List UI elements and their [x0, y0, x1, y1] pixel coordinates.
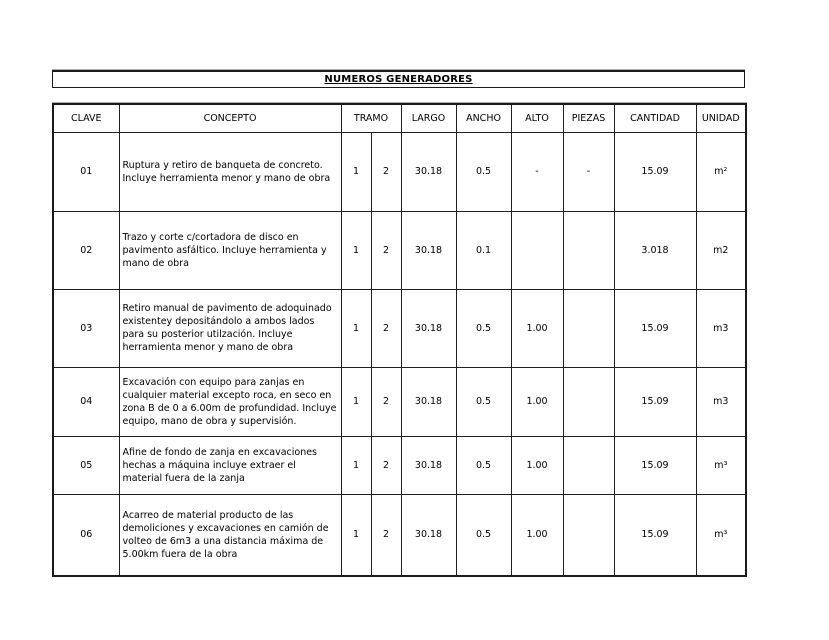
- cell-ancho: 0.5: [456, 494, 511, 576]
- cell-largo: 30.18: [401, 436, 456, 494]
- cell-tramo-1: 1: [341, 211, 371, 289]
- cell-ancho: 0.5: [456, 367, 511, 436]
- cell-piezas: -: [563, 132, 614, 211]
- document-title-box: [52, 70, 745, 88]
- cell-unidad: m3: [696, 367, 746, 436]
- cell-tramo-1: 1: [341, 436, 371, 494]
- cell-clave: 04: [53, 367, 119, 436]
- cell-piezas: [563, 367, 614, 436]
- cell-cantidad: 15.09: [614, 132, 696, 211]
- cell-concepto: Acarreo de material producto de las demoliciones y excavaciones en camión de volteo de 6m3 a una distancia máxima de 5.00km fuera de la obra: [119, 494, 341, 576]
- cell-tramo-1: 1: [341, 367, 371, 436]
- table-row: [53, 211, 746, 289]
- cell-unidad: m³: [696, 494, 746, 576]
- table-row: [53, 436, 746, 494]
- cell-ancho: 0.1: [456, 211, 511, 289]
- column-header-cantidad: CANTIDAD: [614, 104, 696, 132]
- cell-alto: 1.00: [511, 289, 563, 367]
- column-header-tramo: TRAMO: [341, 104, 401, 132]
- cell-unidad: m²: [696, 132, 746, 211]
- cell-cantidad: 15.09: [614, 494, 696, 576]
- cell-unidad: m2: [696, 211, 746, 289]
- cell-largo: 30.18: [401, 132, 456, 211]
- cell-clave: 03: [53, 289, 119, 367]
- column-header-concepto: CONCEPTO: [119, 104, 341, 132]
- cell-alto: 1.00: [511, 494, 563, 576]
- table-row: [53, 494, 746, 576]
- cell-tramo-1: 1: [341, 289, 371, 367]
- cell-tramo-2: 2: [371, 289, 401, 367]
- document-title: NUMEROS GENERADORES: [324, 74, 473, 85]
- generators-table: [52, 103, 747, 577]
- table-row: [53, 367, 746, 436]
- cell-ancho: 0.5: [456, 289, 511, 367]
- cell-largo: 30.18: [401, 289, 456, 367]
- cell-tramo-1: 1: [341, 132, 371, 211]
- cell-tramo-2: 2: [371, 367, 401, 436]
- cell-piezas: [563, 211, 614, 289]
- column-header-piezas: PIEZAS: [563, 104, 614, 132]
- cell-concepto: Ruptura y retiro de banqueta de concreto. Incluye herramienta menor y mano de obra: [119, 132, 341, 211]
- cell-alto: 1.00: [511, 367, 563, 436]
- cell-ancho: 0.5: [456, 436, 511, 494]
- cell-clave: 06: [53, 494, 119, 576]
- cell-alto: -: [511, 132, 563, 211]
- cell-tramo-2: 2: [371, 436, 401, 494]
- cell-alto: 1.00: [511, 436, 563, 494]
- cell-cantidad: 15.09: [614, 436, 696, 494]
- cell-alto: [511, 211, 563, 289]
- cell-largo: 30.18: [401, 211, 456, 289]
- cell-clave: 01: [53, 132, 119, 211]
- cell-tramo-2: 2: [371, 494, 401, 576]
- cell-unidad: m3: [696, 289, 746, 367]
- cell-tramo-2: 2: [371, 211, 401, 289]
- cell-tramo-1: 1: [341, 494, 371, 576]
- column-header-alto: ALTO: [511, 104, 563, 132]
- cell-concepto: Retiro manual de pavimento de adoquinado existentey depositándolo a ambos lados para su posterior utilzación. Incluye herramienta menor y mano de obra: [119, 289, 341, 367]
- column-header-unidad: UNIDAD: [696, 104, 746, 132]
- cell-largo: 30.18: [401, 367, 456, 436]
- cell-largo: 30.18: [401, 494, 456, 576]
- cell-clave: 05: [53, 436, 119, 494]
- cell-cantidad: 3.018: [614, 211, 696, 289]
- column-header-ancho: ANCHO: [456, 104, 511, 132]
- cell-concepto: Trazo y corte c/cortadora de disco en pavimento asfáltico. Incluye herramienta y mano de obra: [119, 211, 341, 289]
- cell-unidad: m³: [696, 436, 746, 494]
- cell-piezas: [563, 289, 614, 367]
- cell-concepto: Afine de fondo de zanja en excavaciones hechas a máquina incluye extraer el material fuera de la zanja: [119, 436, 341, 494]
- cell-cantidad: 15.09: [614, 289, 696, 367]
- cell-concepto: Excavación con equipo para zanjas en cualquier material excepto roca, en seco en zona B de 0 a 6.00m de profundidad. Incluye equipo, mano de obra y supervisión.: [119, 367, 341, 436]
- table-row: [53, 132, 746, 211]
- cell-piezas: [563, 494, 614, 576]
- cell-piezas: [563, 436, 614, 494]
- header-row: [53, 104, 746, 132]
- column-header-largo: LARGO: [401, 104, 456, 132]
- cell-cantidad: 15.09: [614, 367, 696, 436]
- cell-ancho: 0.5: [456, 132, 511, 211]
- table-row: [53, 289, 746, 367]
- cell-tramo-2: 2: [371, 132, 401, 211]
- cell-clave: 02: [53, 211, 119, 289]
- column-header-clave: CLAVE: [53, 104, 119, 132]
